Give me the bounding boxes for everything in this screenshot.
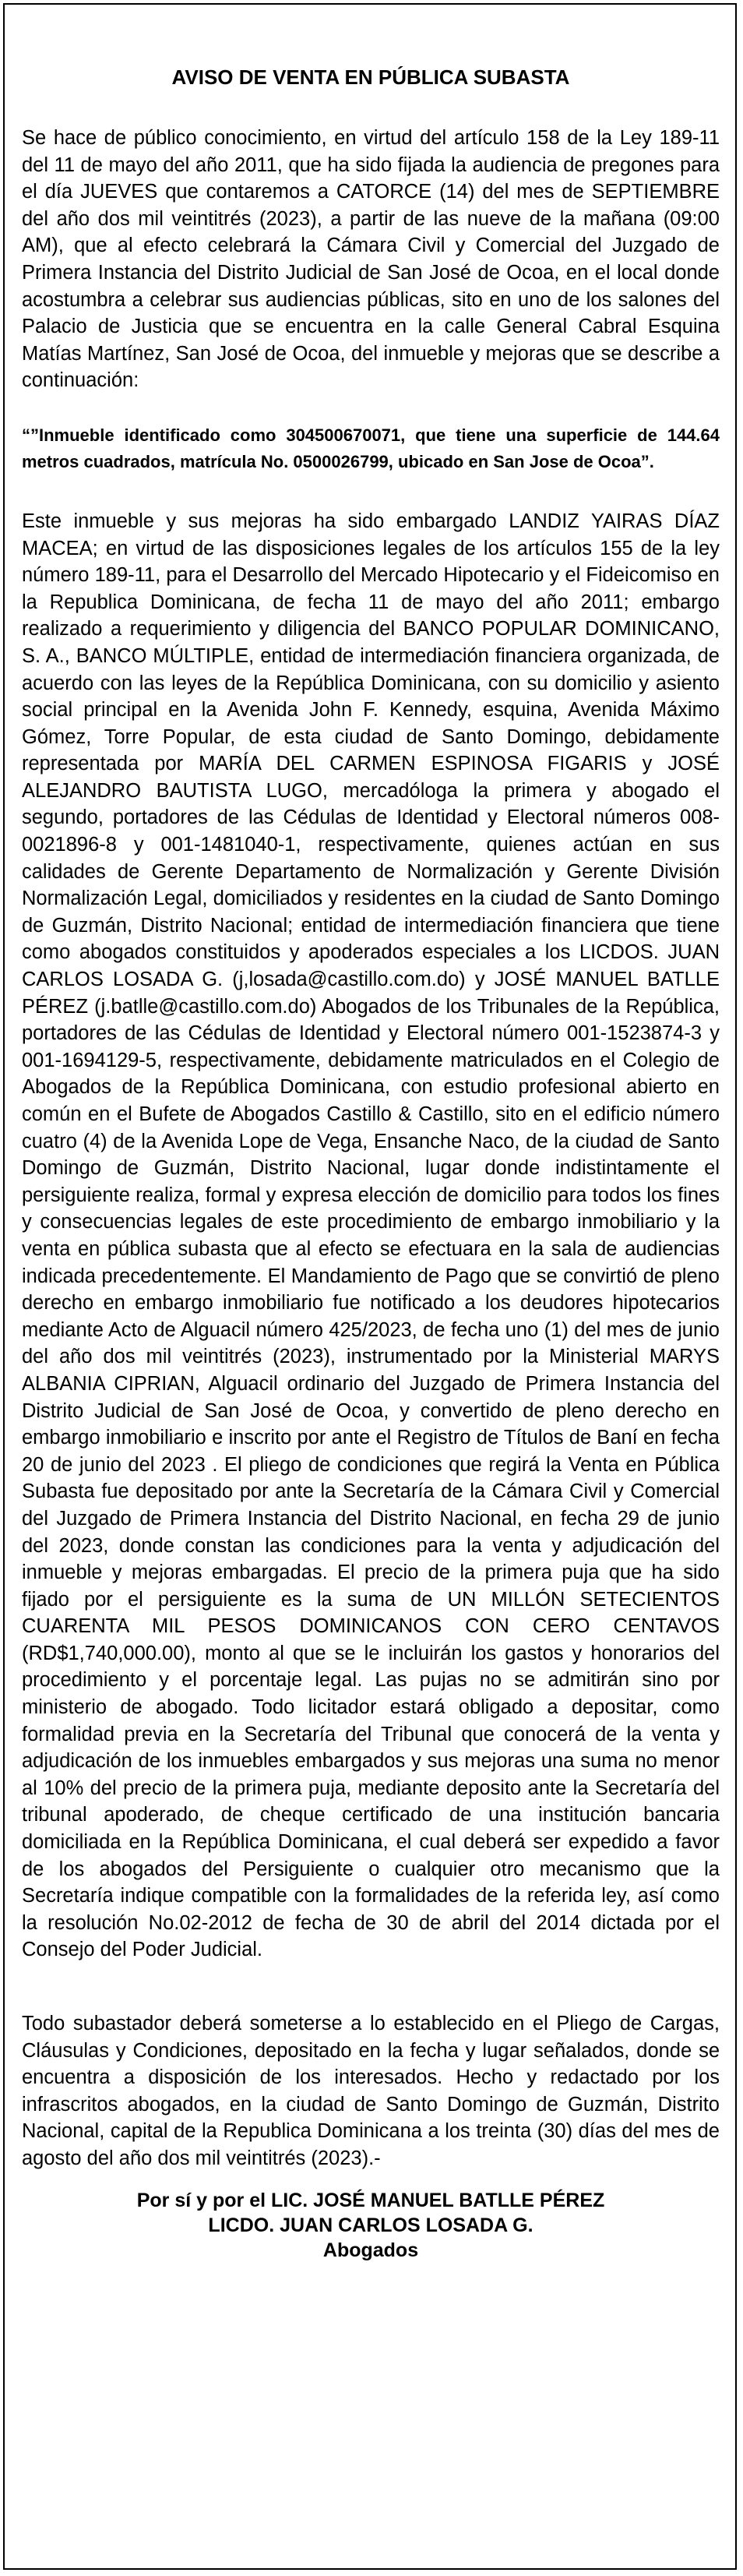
signature-line-2: LICDO. JUAN CARLOS LOSADA G. (208, 2214, 533, 2236)
signature-line-1: Por sí y por el LIC. JOSÉ MANUEL BATLLE PÉREZ (136, 2189, 605, 2211)
notice-content (22, 45, 720, 2263)
closing-paragraph: Todo subastador deberá someterse a lo establecido en el Pliego de Cargas, Cláusulas y Condiciones, depositado en la fecha y lugar señalados, donde se encuentra a disposición de los interesados. Hecho y redactado por los infrascritos abogados, en la ciudad de Santo Domingo de Guzmán, Distrito Nacional, capital de la Republica Dominicana a los treinta (30) días del mes de agosto del año dos mil veintitrés (2023).- (22, 2013, 720, 2169)
signature-block (22, 2188, 720, 2263)
signature-line-3: Abogados (322, 2239, 419, 2261)
body-paragraph: Este inmueble y sus mejoras ha sido embargado LANDIZ YAIRAS DÍAZ MACEA; en virtud de las disposiciones legales de los artículos 155 de la ley número 189-11, para el Desarrollo del Mercado Hipotecario y el Fideicomiso en la Republica Dominicana, de fecha 11 de mayo del año 2011; embargo realizado a requerimiento y diligencia del BANCO POPULAR DOMINICANO, S. A., BANCO MÚLTIPLE, entidad de intermediación financiera organizada, de acuerdo con las leyes de la República Dominicana, con su domicilio y asiento social principal en la Avenida John F. Kennedy, esquina, Avenida Máximo Gómez, Torre Popular, de esta ciudad de Santo Domingo, debidamente representada por MARÍA DEL CARMEN ESPINOSA FIGARIS y JOSÉ ALEJANDRO BAUTISTA LUGO, mercadóloga la primera y abogado el segundo, portadores de las Cédulas de Identidad y Electoral números 008-0021896-8 y 001-1481040-1, respectivamente, quienes actúan en sus calidades de Gerente Departamento de Normalización y Gerente División Normalización Legal, domiciliados y residentes en la ciudad de Santo Domingo de Guzmán, Distrito Nacional; entidad de intermediación financiera que tiene como abogados constituidos y apoderados especiales a los LICDOS. JUAN CARLOS LOSADA G. (j,losada@castillo.com.do) y JOSÉ MANUEL BATLLE PÉREZ (j.batlle@castillo.com.do) Abogados de los Tribunales de la República, portadores de las Cédulas de Identidad y Electoral número 001-1523874-3 y 001-1694129-5, respectivamente, debidamente matriculados en el Colegio de Abogados de la República Dominicana, con estudio profesional abierto en común en el Bufete de Abogados Castillo & Castillo, sito en el edificio número cuatro (4) de la Avenida Lope de Vega, Ensanche Naco, de la ciudad de Santo Domingo de Guzmán, Distrito Nacional, lugar donde indistintamente el persiguiente realiza, formal y expresa elección de domicilio para todos los fines y consecuencias legales de este procedimiento de embargo inmobiliario y la venta en pública subasta que al efecto se efectuara en la sala de audiencias indicada precedentemente. El Mandamiento de Pago que se convirtió de pleno derecho en embargo inmobiliario fue notificado a los deudores hipotecarios mediante Acto de Alguacil número 425/2023, de fecha uno (1) del mes de junio del año dos mil veintitrés (2023), instrumentado por la Ministerial MARYS ALBANIA CIPRIAN, Alguacil ordinario del Juzgado de Primera Instancia del Distrito Judicial de San José de Ocoa, y convertido de pleno derecho en embargo inmobiliario e inscrito por ante el Registro de Títulos de Baní en fecha 20 de junio del 2023 . El pliego de condiciones que regirá la Venta en Pública Subasta fue depositado por ante la Secretaría de la Cámara Civil y Comercial del Juzgado de Primera Instancia del Distrito Nacional, en fecha 29 de junio del 2023, donde constan las condiciones para la venta y adjudicación del inmueble y mejoras embargadas. El precio de la primera puja que ha sido fijado por el persiguiente es la suma de UN MILLÓN SETECIENTOS CUARENTA MIL PESOS DOMINICANOS CON CERO CENTAVOS (RD$1,740,000.00), monto al que se le incluirán los gastos y honorarios del procedimiento y el porcentaje legal. Las pujas no se admitirán sino por ministerio de abogado. Todo licitador estará obligado a depositar, como formalidad previa en la Secretaría del Tribunal que conocerá de la venta y adjudicación de los inmuebles embargados y sus mejoras una suma no menor al 10% del precio de la primera puja, mediante deposito ante la Secretaría del tribunal apoderado, de cheque certificado de una institución bancaria domiciliada en la República Dominicana, el cual deberá ser expedido a favor de los abogados del Persiguiente o cualquier otro mecanismo que la Secretaría indique compatible con la formalidades de la referida ley, así como la resolución No.02-2012 de fecha de 30 de abril del 2014 dictada por el Consejo del Poder Judicial. (22, 510, 720, 1961)
notice-title: AVISO DE VENTA EN PÚBLICA SUBASTA (171, 65, 570, 89)
notice-frame (3, 3, 737, 2570)
intro-paragraph: Se hace de público conocimiento, en virtud del artículo 158 de la Ley 189-11 del 11 de mayo del año 2011, que ha sido fijada la audiencia de pregones para el día JUEVES que contaremos a CATORCE (14) del mes de SEPTIEMBRE del año dos mil veintitrés (2023), a partir de las nueve de la mañana (09:00 AM), que al efecto celebrará la Cámara Civil y Comercial del Juzgado de Primera Instancia del Distrito Judicial de San José de Ocoa, en el local donde acostumbra a celebrar sus audiencias públicas, sito en uno de los salones del Palacio de Justicia que se encuentra en la calle General Cabral Esquina Matías Martínez, San José de Ocoa, del inmueble y mejoras que se describe a continuación: (22, 127, 720, 392)
property-description: “”Inmueble identificado como 304500670071, que tiene una superficie de 144.64 metros cuadrados, matrícula No. 0500026799, ubicado en San Jose de Ocoa”. (22, 425, 720, 471)
